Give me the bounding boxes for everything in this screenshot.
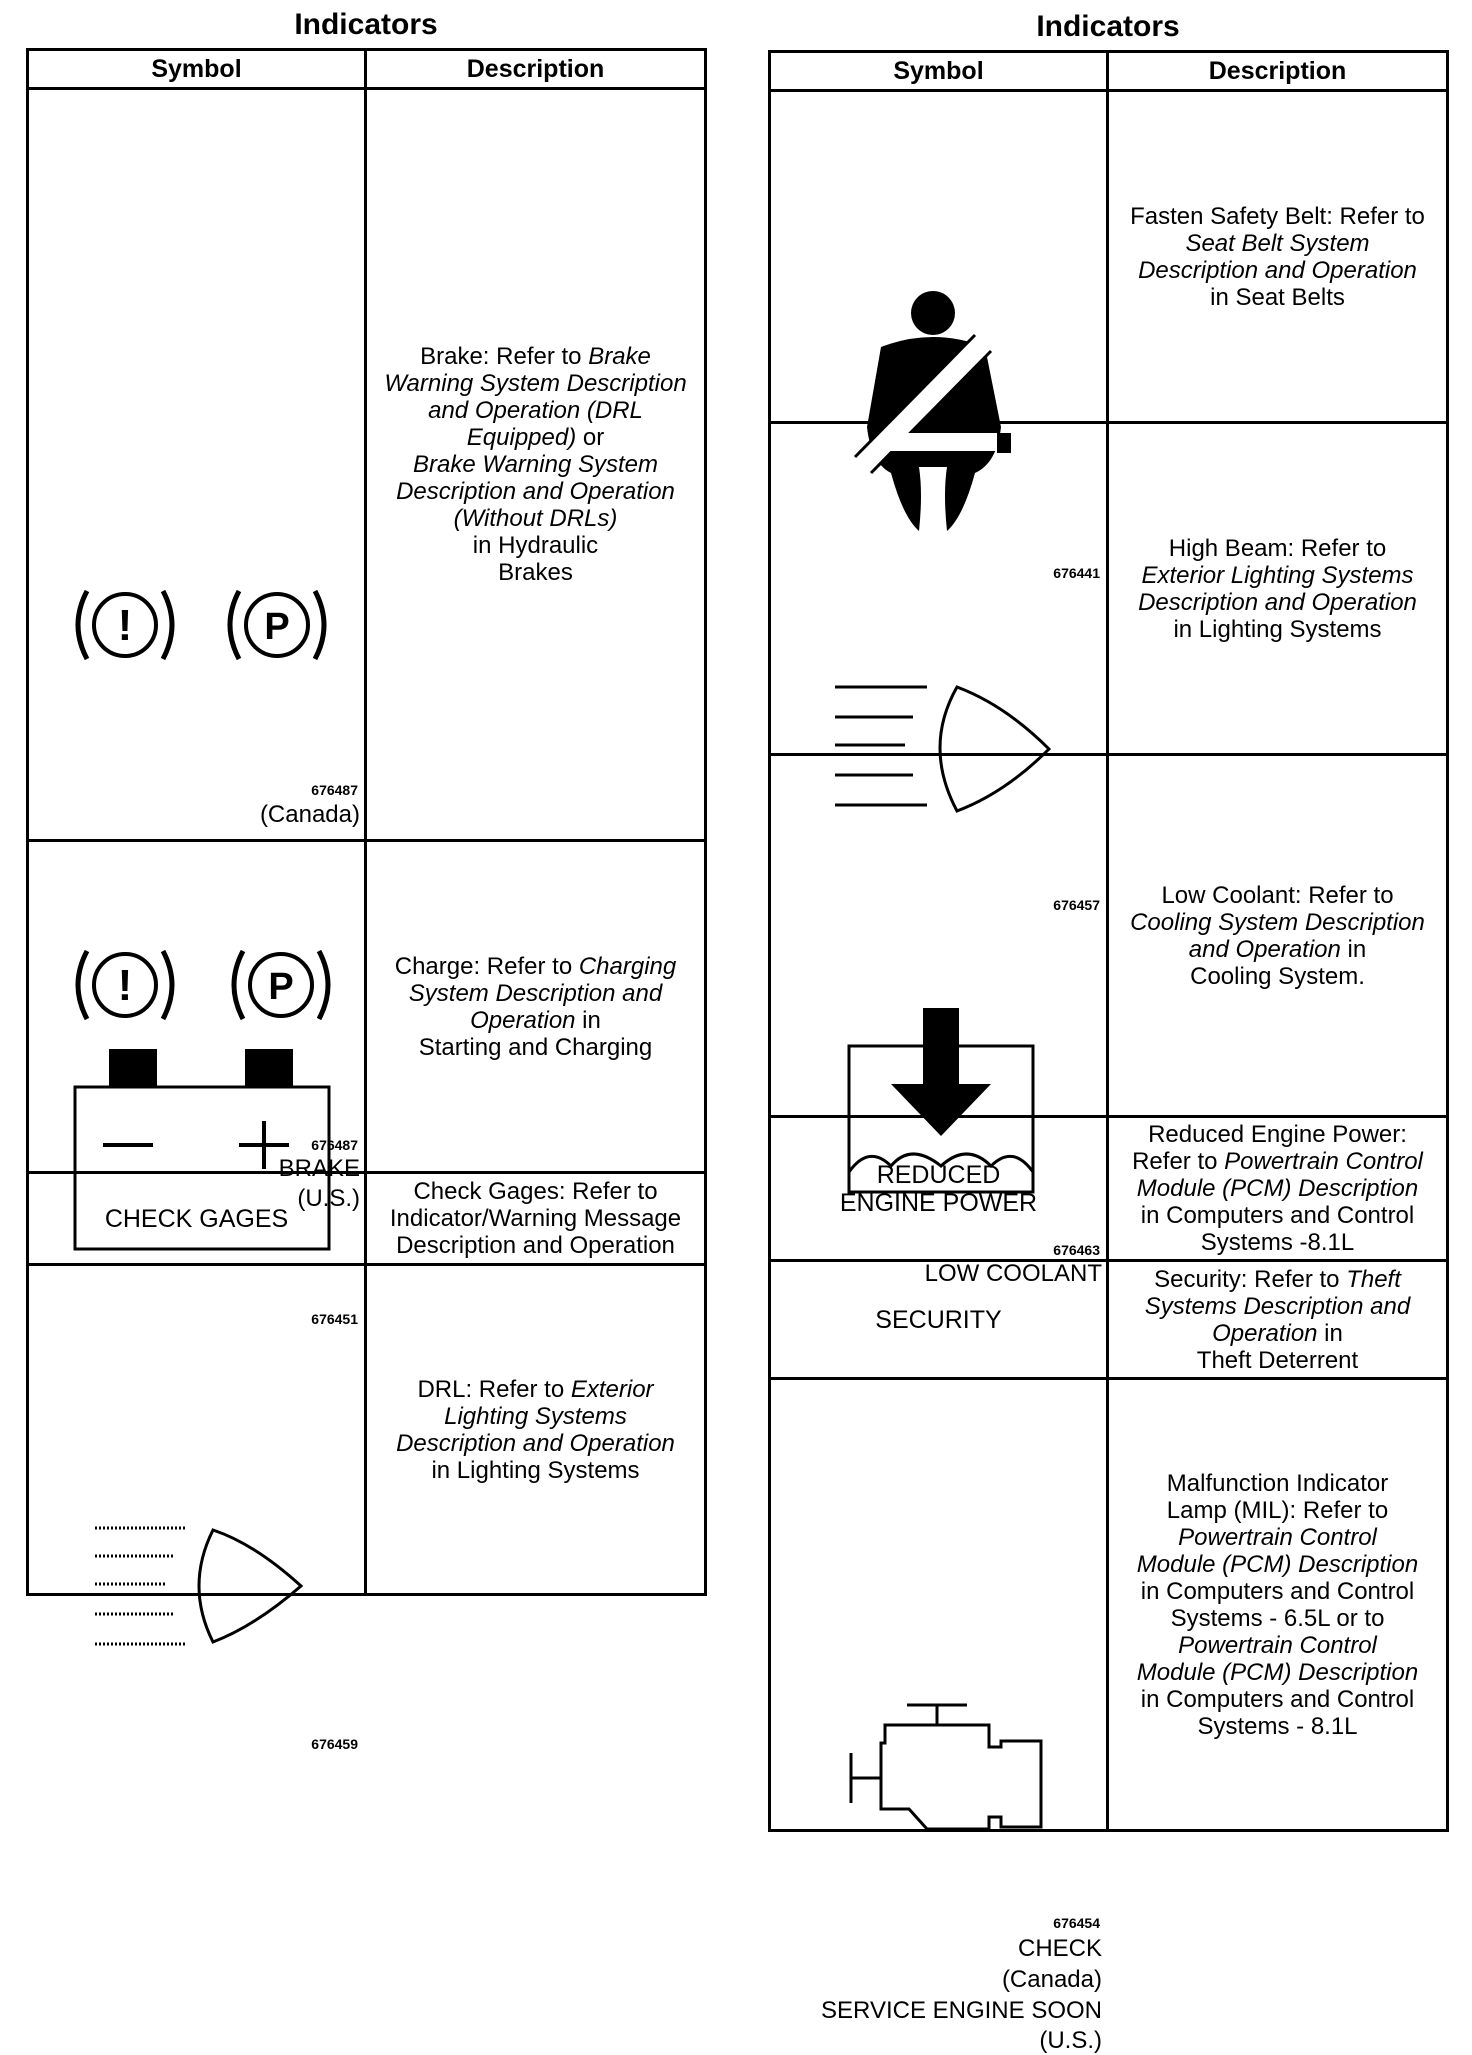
brake-caption-canada: (Canada) bbox=[259, 800, 360, 828]
engine-icon bbox=[847, 1701, 1057, 1851]
check-gages-label: CHECK GAGES bbox=[104, 1204, 289, 1233]
desc-text: High Beam: Refer to bbox=[1168, 534, 1387, 562]
check-engine-description bbox=[1108, 1379, 1448, 1831]
charge-description bbox=[366, 841, 706, 1173]
desc-text: Systems - 8.1L bbox=[1197, 1712, 1358, 1740]
drl-symbol-cell bbox=[28, 1265, 366, 1752]
reduced-engine-power-description bbox=[1108, 1117, 1448, 1261]
desc-ref: (Without DRLs) bbox=[453, 505, 618, 532]
desc-ref: and Operation bbox=[1188, 935, 1341, 963]
desc-text: Brake: Refer to bbox=[420, 343, 589, 370]
right-panel bbox=[768, 8, 1448, 2054]
reduced-engine-power-label-2: ENGINE POWER bbox=[839, 1188, 1038, 1217]
security-label: SECURITY bbox=[875, 1305, 1002, 1334]
desc-ref: and Operation (DRL bbox=[428, 397, 643, 424]
desc-ref: Description and Operation bbox=[396, 1429, 675, 1457]
desc-text: DRL: Refer to bbox=[417, 1375, 571, 1403]
drl-description bbox=[366, 1265, 706, 1595]
check-engine-symbol-cell bbox=[770, 1379, 1108, 2054]
table-row-low-coolant bbox=[770, 755, 1448, 1117]
image-code: 676441 bbox=[1053, 564, 1100, 581]
parking-p-glyph: P bbox=[264, 605, 290, 648]
desc-text: Description and Operation bbox=[396, 1232, 675, 1259]
check-engine-caption-2: (Canada) bbox=[1001, 1965, 1102, 1993]
check-engine-caption-1: CHECK bbox=[1017, 1934, 1102, 1962]
desc-text: Lamp (MIL): Refer to bbox=[1166, 1496, 1389, 1524]
desc-ref: Description and Operation bbox=[1138, 256, 1417, 284]
image-code: 676451 bbox=[311, 1310, 358, 1327]
desc-text: Brakes bbox=[498, 559, 573, 586]
desc-ref: Powertrain Control bbox=[1224, 1148, 1423, 1175]
seat-belt-symbol-cell bbox=[770, 91, 1108, 581]
desc-text: Cooling System. bbox=[1190, 962, 1365, 990]
desc-ref: Brake Warning System bbox=[413, 451, 658, 478]
desc-ref: Powertrain Control bbox=[1178, 1631, 1377, 1659]
desc-text: Charge: Refer to bbox=[394, 952, 579, 980]
table-row-charge bbox=[28, 841, 706, 1173]
parking-p-icon bbox=[217, 585, 337, 665]
desc-ref: Seat Belt System bbox=[1185, 229, 1370, 257]
brake-symbol-cell bbox=[28, 89, 366, 1212]
desc-text: in Computers and Control bbox=[1140, 1685, 1415, 1713]
high-beam-description bbox=[1108, 423, 1448, 755]
symbol-header: Symbol bbox=[28, 50, 366, 89]
desc-text: in bbox=[575, 1006, 601, 1034]
desc-text: in Computers and Control bbox=[1140, 1202, 1415, 1229]
desc-ref: Module (PCM) Description bbox=[1136, 1175, 1419, 1202]
table-row-reduced-engine-power bbox=[770, 1117, 1448, 1261]
desc-text: Reduced Engine Power: bbox=[1148, 1121, 1407, 1148]
desc-text: Starting and Charging bbox=[418, 1033, 653, 1061]
desc-ref: Theft bbox=[1346, 1265, 1401, 1293]
desc-text: in bbox=[1340, 935, 1367, 963]
desc-ref: Charging bbox=[578, 952, 677, 980]
right-indicators-table bbox=[768, 50, 1449, 2054]
desc-ref: Operation bbox=[1212, 1319, 1318, 1347]
desc-ref: Module (PCM) Description bbox=[1136, 1550, 1419, 1578]
brake-caption-us-1: BRAKE bbox=[278, 1154, 360, 1182]
low-coolant-caption: LOW COOLANT bbox=[924, 1259, 1102, 1287]
table-row-check-gages bbox=[28, 1173, 706, 1265]
desc-text: Systems - 6.5L or to bbox=[1170, 1604, 1385, 1632]
parking-p-glyph: P bbox=[268, 965, 294, 1008]
desc-ref: Systems Description and bbox=[1144, 1292, 1411, 1320]
desc-ref: Operation bbox=[470, 1006, 576, 1034]
high-beam-symbol-cell bbox=[770, 423, 1108, 913]
reduced-engine-power-symbol-cell bbox=[770, 1117, 1108, 1261]
desc-ref: Description and Operation bbox=[1138, 588, 1417, 616]
drl-icon bbox=[95, 1518, 305, 1658]
seat-belt-description bbox=[1108, 91, 1448, 423]
desc-text: in Hydraulic bbox=[472, 532, 599, 559]
desc-text: in bbox=[1317, 1319, 1343, 1347]
description-header: Description bbox=[1108, 52, 1448, 91]
desc-ref: Exterior bbox=[570, 1375, 654, 1403]
reduced-engine-power-label-1: REDUCED bbox=[876, 1160, 1001, 1189]
brake-description bbox=[366, 89, 706, 841]
desc-ref: Lighting Systems bbox=[444, 1402, 627, 1430]
symbol-header: Symbol bbox=[770, 52, 1108, 91]
check-engine-caption-4: (U.S.) bbox=[1039, 2026, 1102, 2054]
table-row-drl bbox=[28, 1265, 706, 1595]
desc-ref: System Description and bbox=[408, 979, 663, 1007]
table-row-security bbox=[770, 1261, 1448, 1379]
desc-ref: Brake bbox=[588, 343, 651, 370]
left-panel bbox=[26, 6, 706, 1752]
brake-exclamation-glyph: ! bbox=[117, 600, 133, 650]
desc-ref: Cooling System Description bbox=[1130, 908, 1425, 936]
left-indicators-table bbox=[26, 48, 707, 1752]
image-code: 676457 bbox=[1053, 896, 1100, 913]
desc-ref: Equipped) bbox=[466, 424, 577, 451]
check-gages-description bbox=[366, 1173, 706, 1265]
desc-text: Security: Refer to bbox=[1154, 1265, 1347, 1293]
desc-text: Low Coolant: Refer to bbox=[1161, 881, 1394, 909]
desc-text: in Lighting Systems bbox=[1173, 615, 1382, 643]
image-code: 676454 bbox=[1053, 1914, 1100, 1931]
desc-ref: Module (PCM) Description bbox=[1136, 1658, 1419, 1686]
table-row-check-engine bbox=[770, 1379, 1448, 1831]
security-symbol-cell bbox=[770, 1261, 1108, 1379]
check-engine-caption-3: SERVICE ENGINE SOON bbox=[821, 1996, 1102, 2024]
desc-text: Theft Deterrent bbox=[1196, 1346, 1359, 1374]
desc-ref: Warning System Description bbox=[384, 370, 687, 397]
desc-ref: Description and Operation bbox=[396, 478, 675, 505]
desc-text: or bbox=[576, 424, 605, 451]
table-row-seat-belt bbox=[770, 91, 1448, 423]
left-panel-title: Indicators bbox=[294, 8, 438, 41]
desc-text: Systems -8.1L bbox=[1200, 1229, 1355, 1256]
image-code: 676459 bbox=[311, 1735, 358, 1752]
security-description bbox=[1108, 1261, 1448, 1379]
desc-text: in Computers and Control bbox=[1140, 1577, 1415, 1605]
desc-text: Refer to bbox=[1132, 1148, 1225, 1175]
desc-ref: Exterior Lighting Systems bbox=[1141, 561, 1414, 589]
desc-text: Check Gages: Refer to bbox=[413, 1178, 658, 1205]
brake-caption-us-2: (U.S.) bbox=[297, 1184, 360, 1212]
brake-exclamation-glyph: ! bbox=[117, 960, 133, 1010]
image-code: 676487 bbox=[311, 781, 358, 798]
brake-exclamation-icon bbox=[65, 585, 185, 665]
check-gages-symbol-cell bbox=[28, 1173, 366, 1265]
image-code: 676463 bbox=[1053, 1241, 1100, 1258]
desc-text: Malfunction Indicator bbox=[1166, 1469, 1389, 1497]
desc-text: in Lighting Systems bbox=[431, 1456, 640, 1484]
low-coolant-description bbox=[1108, 755, 1448, 1117]
image-code: 676487 bbox=[311, 1136, 358, 1153]
table-row-high-beam bbox=[770, 423, 1448, 755]
description-header: Description bbox=[366, 50, 706, 89]
desc-text: in Seat Belts bbox=[1210, 283, 1345, 311]
desc-ref: Powertrain Control bbox=[1178, 1523, 1377, 1551]
desc-text: Fasten Safety Belt: Refer to bbox=[1130, 202, 1425, 230]
right-panel-title: Indicators bbox=[1036, 10, 1180, 43]
desc-text: Indicator/Warning Message bbox=[389, 1205, 682, 1232]
table-row-brake bbox=[28, 89, 706, 841]
